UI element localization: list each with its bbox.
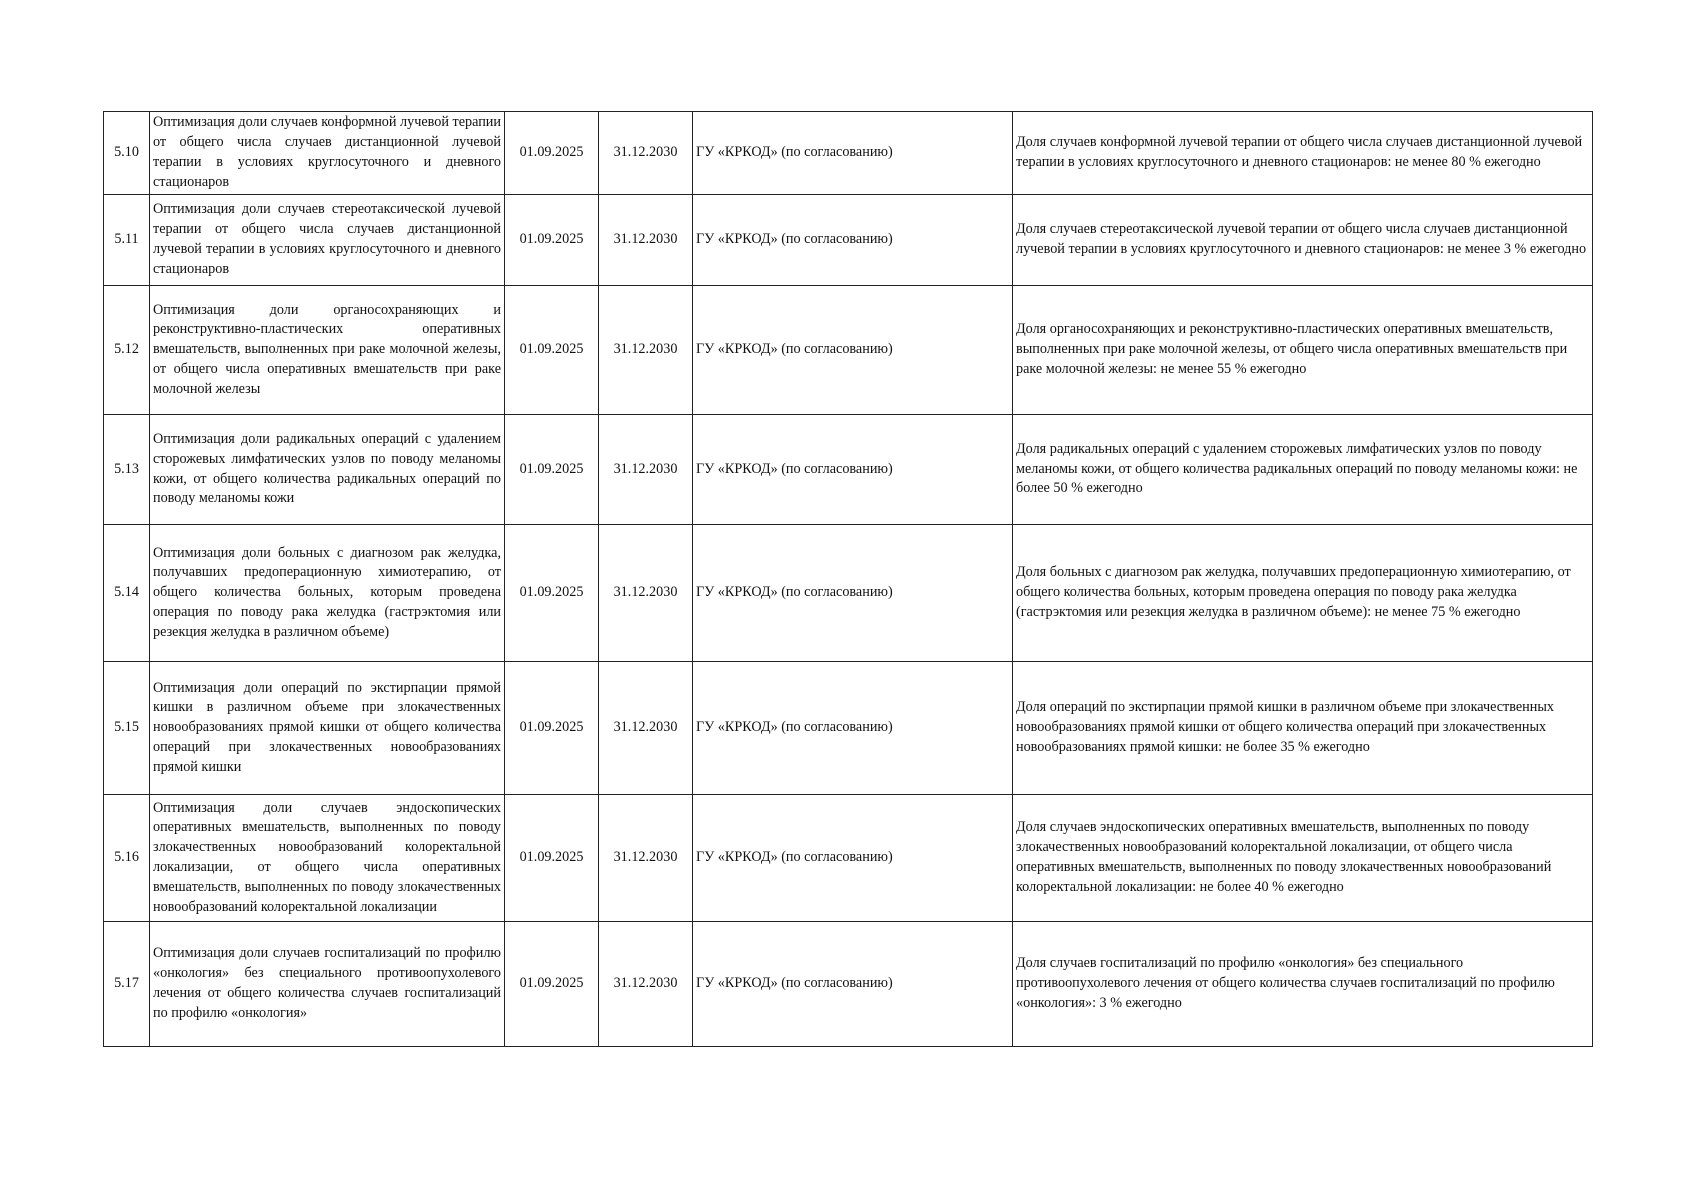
end-date: 31.12.2030 [599,922,693,1047]
expected-result: Доля случаев конформной лучевой терапии от общего числа случаев дистанционной лучевой терапии в условиях круглосуточного и дневного стационаров: не менее 80 % ежегодно [1013,112,1593,195]
expected-result: Доля случаев стереотаксической лучевой терапии от общего числа случаев дистанционной лучевой терапии в условиях круглосуточного и дневного стационаров: не менее 3 % ежегодно [1013,195,1593,286]
responsible-party: ГУ «КРКОД» (по согласованию) [693,415,1013,525]
end-date: 31.12.2030 [599,525,693,662]
row-number: 5.10 [104,112,150,195]
start-date: 01.09.2025 [505,795,599,922]
measures-table [103,111,1593,1047]
measure-description: Оптимизация доли случаев стереотаксической лучевой терапии от общего числа случаев дистанционной лучевой терапии в условиях круглосуточного и дневного стационаров [150,195,505,286]
row-number: 5.15 [104,662,150,795]
row-number: 5.17 [104,922,150,1047]
start-date: 01.09.2025 [505,286,599,415]
measure-description: Оптимизация доли больных с диагнозом рак желудка, получавших предоперационную химиотерапию, от общего количества больных, которым проведена операция по поводу рака желудка (гастрэктомия или резекция желудка в различном объеме) [150,525,505,662]
expected-result: Доля больных с диагнозом рак желудка, получавших предоперационную химиотерапию, от общего количества больных, которым проведена операция по поводу рака желудка (гастрэктомия или резекция желудка в различном объеме): не менее 75 % ежегодно [1013,525,1593,662]
measure-description-text: Оптимизация доли случаев эндоскопических оперативных вмешательств, выполненных по поводу злокачественных новообразований колоректальной локализации, от общего числа оперативных вмешательств, выполненных по поводу злокачественных новообразований колоректальной локализации [153,799,501,915]
start-date: 01.09.2025 [505,415,599,525]
measure-description: Оптимизация доли случаев конформной лучевой терапии от общего числа случаев дистанционной лучевой терапии в условиях круглосуточного и дневного стационаров [150,112,505,195]
responsible-party: ГУ «КРКОД» (по согласованию) [693,662,1013,795]
responsible-party: ГУ «КРКОД» (по согласованию) [693,195,1013,286]
measure-description [150,795,505,922]
row-number: 5.12 [104,286,150,415]
row-number: 5.11 [104,195,150,286]
measure-description: Оптимизация доли случаев госпитализаций по профилю «онкология» без специального противоопухолевого лечения от общего количества случаев госпитализаций по профилю «онкология» [150,922,505,1047]
row-number: 5.16 [104,795,150,922]
measure-description: Оптимизация доли радикальных операций с удалением сторожевых лимфатических узлов по поводу меланомы кожи, от общего количества радикальных операций по поводу меланомы кожи [150,415,505,525]
responsible-party: ГУ «КРКОД» (по согласованию) [693,922,1013,1047]
row-number: 5.13 [104,415,150,525]
table-row [104,195,1593,286]
table-row [104,112,1593,195]
expected-result: Доля случаев госпитализаций по профилю «онкология» без специального противоопухолевого лечения от общего количества случаев госпитализаций по профилю «онкология»: 3 % ежегодно [1013,922,1593,1047]
start-date: 01.09.2025 [505,112,599,195]
table-row [104,415,1593,525]
table-row [104,795,1593,922]
responsible-party: ГУ «КРКОД» (по согласованию) [693,112,1013,195]
start-date: 01.09.2025 [505,525,599,662]
expected-result: Доля органосохраняющих и реконструктивно-пластических оперативных вмешательств, выполненных при раке молочной железы, от общего числа оперативных вмешательств при раке молочной железы: не менее 55 % ежегодно [1013,286,1593,415]
end-date: 31.12.2030 [599,112,693,195]
end-date: 31.12.2030 [599,195,693,286]
responsible-party: ГУ «КРКОД» (по согласованию) [693,795,1013,922]
expected-result: Доля операций по экстирпации прямой кишки в различном объеме при злокачественных новообразованиях прямой кишки от общего количества операций при злокачественных новообразованиях прямой кишки: не более 35 % ежегодно [1013,662,1593,795]
expected-result: Доля радикальных операций с удалением сторожевых лимфатических узлов по поводу меланомы кожи, от общего количества радикальных операций по поводу меланомы кожи: не более 50 % ежегодно [1013,415,1593,525]
end-date: 31.12.2030 [599,662,693,795]
table-row [104,286,1593,415]
measure-description: Оптимизация доли органосохраняющих и реконструктивно-пластических оперативных вмешательств, выполненных при раке молочной железы, от общего числа оперативных вмешательств при раке молочной железы [150,286,505,415]
end-date: 31.12.2030 [599,415,693,525]
start-date: 01.09.2025 [505,922,599,1047]
end-date: 31.12.2030 [599,286,693,415]
start-date: 01.09.2025 [505,195,599,286]
table-row [104,525,1593,662]
row-number: 5.14 [104,525,150,662]
expected-result: Доля случаев эндоскопических оперативных вмешательств, выполненных по поводу злокачественных новообразований колоректальной локализации, от общего числа оперативных вмешательств, выполненных по поводу злокачественных новообразований колоректальной локализации: не более 40 % ежегодно [1013,795,1593,922]
start-date: 01.09.2025 [505,662,599,795]
table-row [104,662,1593,795]
table-row [104,922,1593,1047]
responsible-party: ГУ «КРКОД» (по согласованию) [693,525,1013,662]
end-date: 31.12.2030 [599,795,693,922]
responsible-party: ГУ «КРКОД» (по согласованию) [693,286,1013,415]
measure-description: Оптимизация доли операций по экстирпации прямой кишки в различном объеме при злокачественных новообразованиях прямой кишки от общего количества операций при злокачественных новообразованиях прямой кишки [150,662,505,795]
